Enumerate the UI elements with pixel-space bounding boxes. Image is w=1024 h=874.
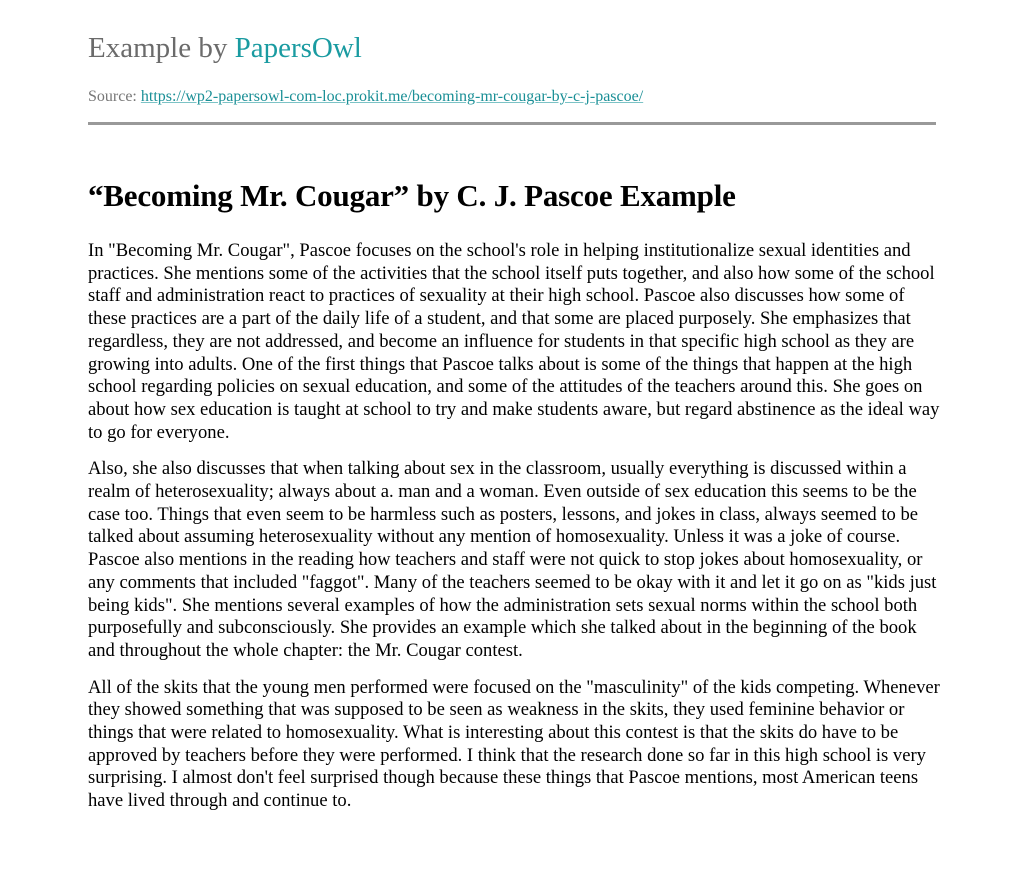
source-label: Source: <box>88 88 137 105</box>
header-divider <box>88 122 936 125</box>
paragraph: All of the skits that the young men performed were focused on the "masculinity" of the kids competing. Whenever they showed something that was supposed to be seen as weakness in the skits, they used feminine behavior or things that were related to homosexuality. What is interesting about this contest is that the skits do have to be approved by teachers before they were performed. I think that the research done so far in this high school is very surprising. I almost don't feel surprised though because these things that Pascoe mentions, most American teens have lived through and continue to. <box>88 676 940 812</box>
site-brand <box>88 32 362 65</box>
brand-prefix: Example by <box>88 32 228 64</box>
source-link[interactable]: https://wp2-papersowl-com-loc.prokit.me/becoming-mr-cougar-by-c-j-pascoe/ <box>140 88 644 105</box>
article-body <box>88 240 940 827</box>
article-title: “Becoming Mr. Cougar” by C. J. Pascoe Example <box>88 178 736 213</box>
source-line <box>88 88 643 106</box>
paragraph: Also, she also discusses that when talking about sex in the classroom, usually everything is discussed within a realm of heterosexuality; always about a. man and a woman. Even outside of sex education this seems to be the case too. Things that even seem to be harmless such as posters, lessons, and jokes in class, always seemed to be talked about assuming heterosexuality without any mention of homosexuality. Unless it was a joke of course. Pascoe also mentions in the reading how teachers and staff were not quick to stop jokes about homosexuality, or any comments that included "faggot". Many of the teachers seemed to be okay with it and let it go on as "kids just being kids". She mentions several examples of how the administration sets sexual norms within the school both purposefully and subconsciously. She provides an example which she talked about in the beginning of the book and throughout the whole chapter: the Mr. Cougar contest. <box>88 458 937 661</box>
paragraph: In "Becoming Mr. Cougar", Pascoe focuses on the school's role in helping institutionalize sexual identities and practices. She mentions some of the activities that the school itself puts together, and also how some of the school staff and administration react to practices of sexuality at their high school. Pascoe also discusses how some of these practices are a part of the daily life of a student, and that some are placed purposely. She emphasizes that regardless, they are not addressed, and become an influence for students in that specific high school as they are growing into adults. One of the first things that Pascoe talks about is some of the things that happen at the high school regarding policies on sexual education, and some of the attitudes of the teachers around this. She goes on about how sex education is taught at school to try and make students aware, but regard abstinence as the ideal way to go for everyone. <box>88 240 940 443</box>
brand-name[interactable]: PapersOwl <box>234 32 362 64</box>
